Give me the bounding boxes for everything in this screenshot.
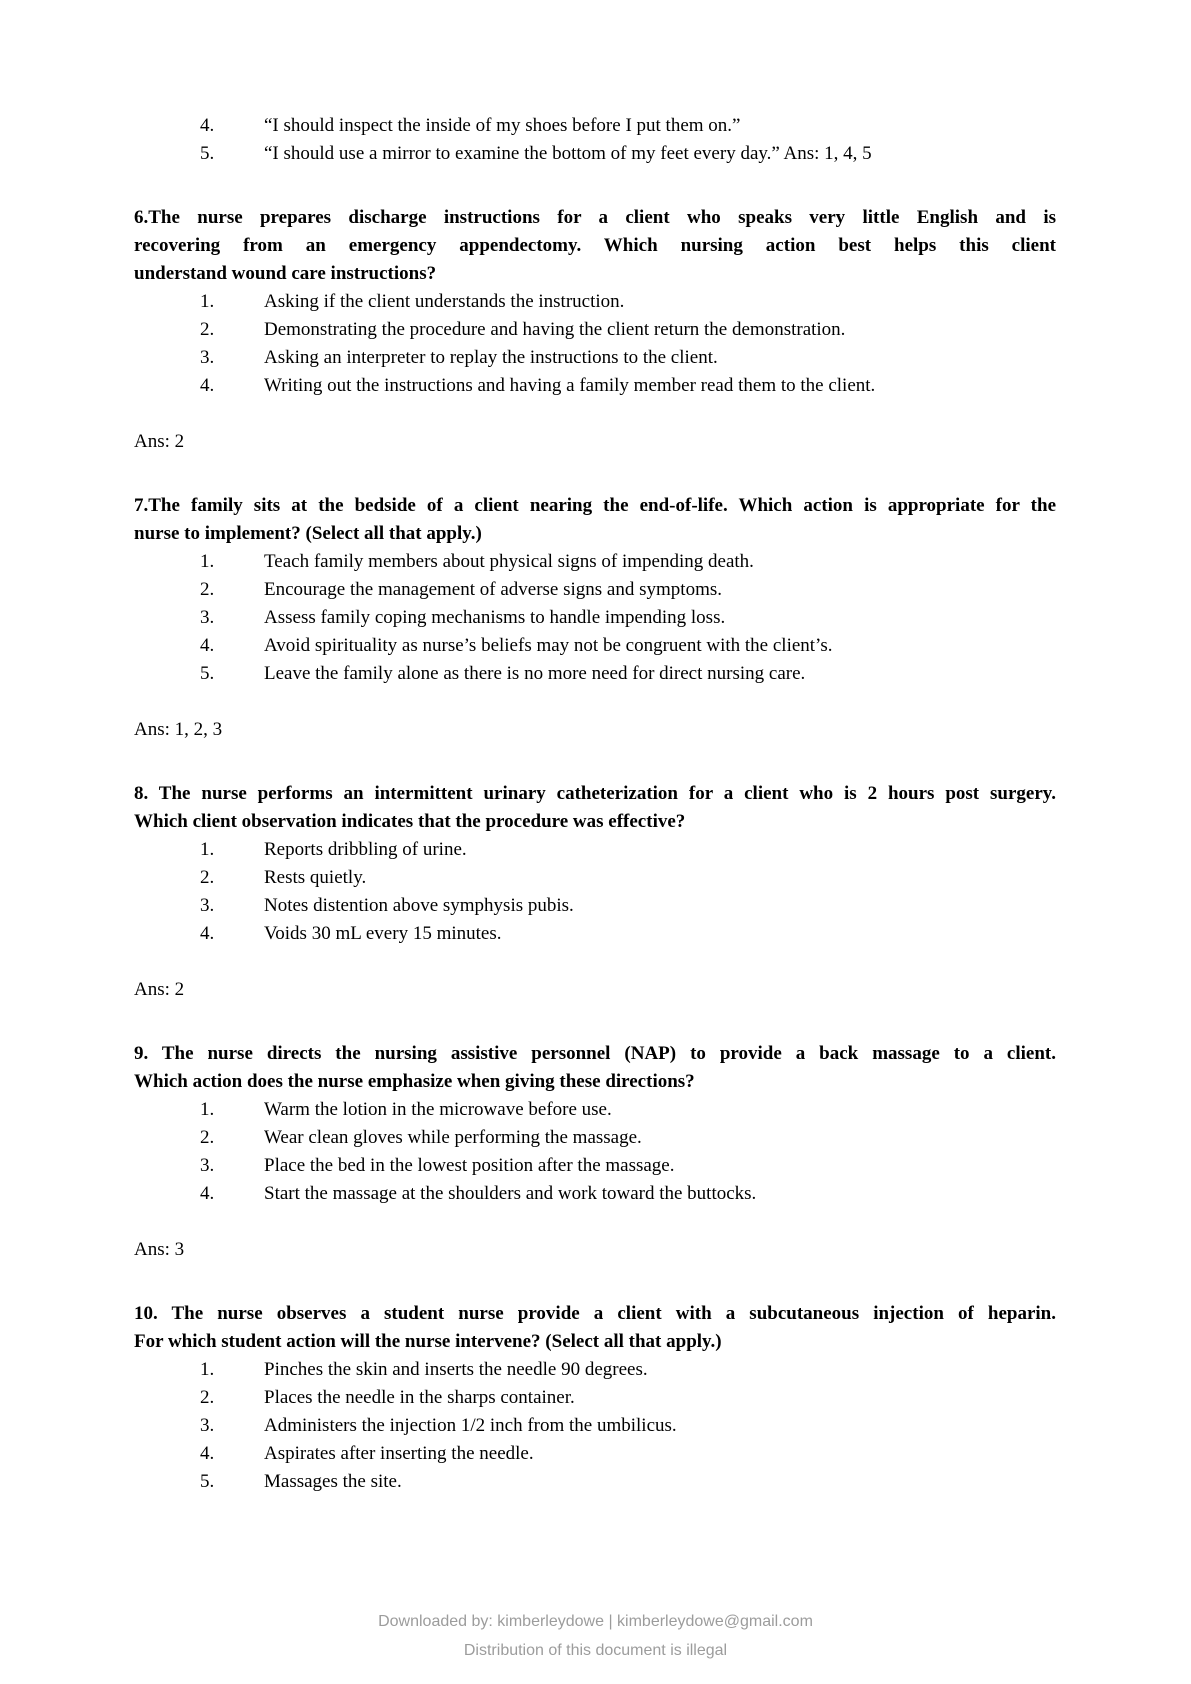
option-text: Avoid spirituality as nurse’s beliefs may not be congruent with the client’s.: [264, 635, 833, 656]
option-text: Administers the injection 1/2 inch from the umbilicus.: [264, 1415, 677, 1436]
question-block: [134, 1040, 1056, 1264]
question-options: [134, 836, 1056, 948]
option-row: [134, 1412, 1056, 1440]
option-row: [134, 1356, 1056, 1384]
page-content: [134, 112, 1056, 1496]
stem-line: 8. The nurse performs an intermittent urinary catheterization for a client who is 2 hours post surgery.: [134, 783, 1056, 804]
option-number: 2.: [200, 1127, 215, 1148]
question-block: [134, 780, 1056, 1004]
option-text: Warm the lotion in the microwave before use.: [264, 1099, 612, 1120]
option-row: [134, 372, 1056, 400]
option-number: 2.: [200, 1387, 215, 1408]
option-row: [134, 316, 1056, 344]
question-options: [134, 288, 1056, 400]
option-text: Pinches the skin and inserts the needle 90 degrees.: [264, 1359, 648, 1380]
answer-text: Ans: 1, 2, 3: [134, 719, 223, 740]
option-number: 4.: [200, 635, 215, 656]
stem-line: 6.The nurse prepares discharge instructions for a client who speaks very little English and is: [134, 207, 1056, 228]
option-number: 3.: [200, 1415, 215, 1436]
stem-line: understand wound care instructions?: [134, 263, 437, 284]
option-inline-answer: Ans: 1, 4, 5: [783, 143, 872, 164]
option-row: [134, 344, 1056, 372]
option-text-body: “I should use a mirror to examine the bottom of my feet every day.”: [264, 143, 780, 164]
option-number: 2.: [200, 579, 215, 600]
stem-line: 7.The family sits at the bedside of a client nearing the end-of-life. Which action is appropriate for the: [134, 495, 1056, 516]
option-row: [134, 1096, 1056, 1124]
option-number: 1.: [200, 1099, 215, 1120]
option-row: [134, 1152, 1056, 1180]
stem-line: 10. The nurse observes a student nurse provide a client with a subcutaneous injection of heparin.: [134, 1303, 1056, 1324]
option-text: Encourage the management of adverse signs and symptoms.: [264, 579, 722, 600]
option-number: 5.: [200, 663, 215, 684]
option-number: 3.: [200, 1155, 215, 1176]
stem-line: nurse to implement? (Select all that apply.): [134, 523, 482, 544]
option-row: [134, 660, 1056, 688]
stem-line: Which client observation indicates that the procedure was effective?: [134, 811, 686, 832]
option-text: Asking if the client understands the instruction.: [264, 291, 625, 312]
option-row: [134, 1124, 1056, 1152]
option-row: [134, 288, 1056, 316]
option-row: [134, 1384, 1056, 1412]
option-text: Reports dribbling of urine.: [264, 839, 467, 860]
option-row: [134, 140, 1056, 168]
option-text: Teach family members about physical signs of impending death.: [264, 551, 754, 572]
option-row: [134, 1180, 1056, 1208]
option-number: 1.: [200, 839, 215, 860]
question-block: [134, 1300, 1056, 1496]
option-text: Writing out the instructions and having a family member read them to the client.: [264, 375, 876, 396]
option-number: 1.: [200, 291, 215, 312]
answer-text: Ans: 3: [134, 1239, 185, 1260]
option-number: 4.: [200, 375, 215, 396]
answer-text: Ans: 2: [134, 979, 185, 1000]
option-text: Wear clean gloves while performing the massage.: [264, 1127, 642, 1148]
option-text: Start the massage at the shoulders and work toward the buttocks.: [264, 1183, 757, 1204]
question-stem: [134, 780, 1056, 836]
option-text: Voids 30 mL every 15 minutes.: [264, 923, 502, 944]
option-text: Aspirates after inserting the needle.: [264, 1443, 534, 1464]
option-row: [134, 604, 1056, 632]
option-text: Rests quietly.: [264, 867, 367, 888]
option-row: [134, 892, 1056, 920]
option-row: [134, 864, 1056, 892]
option-text: Massages the site.: [264, 1471, 402, 1492]
option-text: Asking an interpreter to replay the instructions to the client.: [264, 347, 718, 368]
prior-question-options: [134, 112, 1056, 168]
option-text-body: “I should inspect the inside of my shoes before I put them on.”: [264, 115, 741, 136]
option-row: [134, 548, 1056, 576]
question-stem: [134, 1300, 1056, 1356]
option-number: 2.: [200, 867, 215, 888]
option-text: Demonstrating the procedure and having the client return the demonstration.: [264, 319, 846, 340]
stem-line: For which student action will the nurse intervene? (Select all that apply.): [134, 1331, 722, 1352]
question-options: [134, 1356, 1056, 1496]
option-number: 3.: [200, 607, 215, 628]
option-text: Place the bed in the lowest position after the massage.: [264, 1155, 675, 1176]
option-number: 4.: [200, 1183, 215, 1204]
question-stem: [134, 1040, 1056, 1096]
option-number: 5.: [200, 143, 215, 164]
option-number: 3.: [200, 347, 215, 368]
footer-downloaded-by: Downloaded by: kimberleydowe | kimberleydowe@gmail.com: [378, 1613, 813, 1630]
question-block: [134, 204, 1056, 456]
stem-line: recovering from an emergency appendectomy. Which nursing action best helps this client: [134, 235, 1056, 256]
answer-text: Ans: 2: [134, 431, 185, 452]
option-text: [264, 140, 1056, 168]
option-row: [134, 836, 1056, 864]
stem-line: Which action does the nurse emphasize when giving these directions?: [134, 1071, 695, 1092]
question-stem: [134, 204, 1056, 288]
footer-warning: Distribution of this document is illegal: [463, 1642, 728, 1659]
option-number: 4.: [200, 1443, 215, 1464]
question-options: [134, 548, 1056, 688]
option-number: 3.: [200, 895, 215, 916]
stem-line: 9. The nurse directs the nursing assistive personnel (NAP) to provide a back massage to a client.: [134, 1043, 1056, 1064]
question-stem: [134, 492, 1056, 548]
option-row: [134, 1440, 1056, 1468]
option-text: Notes distention above symphysis pubis.: [264, 895, 574, 916]
option-row: [134, 632, 1056, 660]
option-text: [264, 112, 1056, 140]
option-number: 4.: [200, 923, 215, 944]
option-row: [134, 920, 1056, 948]
page-footer: [0, 1612, 1191, 1661]
question-block: [134, 492, 1056, 744]
option-text: Leave the family alone as there is no more need for direct nursing care.: [264, 663, 806, 684]
option-text: Places the needle in the sharps container.: [264, 1387, 575, 1408]
option-text: Assess family coping mechanisms to handle impending loss.: [264, 607, 726, 628]
option-number: 4.: [200, 115, 215, 136]
option-number: 2.: [200, 319, 215, 340]
question-options: [134, 1096, 1056, 1208]
option-row: [134, 1468, 1056, 1496]
option-number: 5.: [200, 1471, 215, 1492]
option-row: [134, 576, 1056, 604]
option-row: [134, 112, 1056, 140]
option-number: 1.: [200, 1359, 215, 1380]
option-number: 1.: [200, 551, 215, 572]
